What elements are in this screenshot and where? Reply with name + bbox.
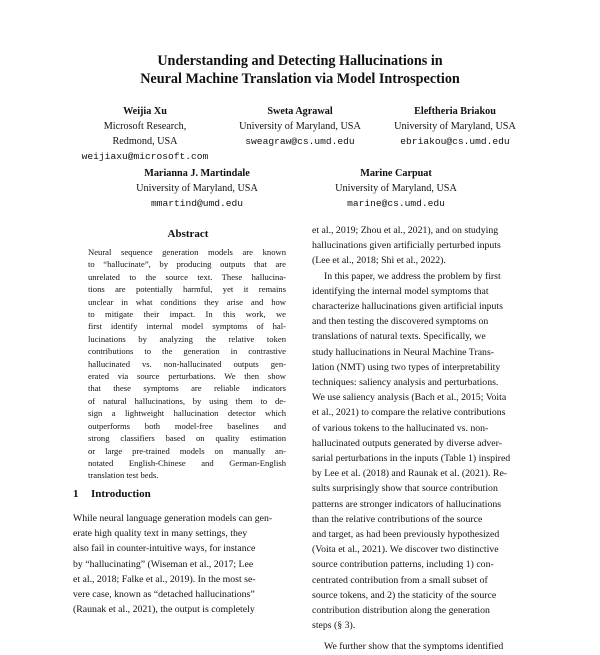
body-line: lation (NMT) using two types of interpretability — [312, 361, 501, 373]
section-title: Introduction — [91, 488, 151, 500]
author-block — [301, 166, 491, 211]
body-line: hallucinated outputs generated by diverse adver- — [312, 437, 502, 449]
author-name: Marine Carpuat — [360, 168, 432, 179]
body-line: source tokens, and 2) the staticity of the source — [312, 589, 497, 601]
paper-title — [0, 52, 600, 88]
body-line: source contribution patterns, including 1) con- — [312, 559, 494, 571]
abstract-line: erated via source perturbations. We then show — [88, 371, 286, 382]
body-line: et al., 2021) to compare the relative contributions — [312, 407, 506, 419]
body-line: erate high quality text in many settings, they — [73, 528, 248, 540]
section-heading-introduction — [73, 488, 151, 500]
author-email: mmartind@umd.edu — [150, 198, 244, 209]
abstract-line: hallucinated vs. non-hallucinated outputs gen- — [88, 358, 286, 369]
author-block — [360, 104, 550, 149]
body-line: (Lee et al., 2018; Shi et al., 2022). — [312, 255, 446, 267]
abstract-heading: Abstract — [167, 228, 209, 240]
abstract-line: Neural sequence generation models are known — [88, 247, 286, 257]
body-line: (Raunak et al., 2021), the output is completely — [73, 604, 255, 616]
body-line: identifying the internal model symptoms that — [312, 285, 489, 297]
body-line: In this paper, we address the problem by first — [324, 270, 501, 282]
abstract-line: of natural hallucinations, by using them to de- — [88, 395, 286, 406]
body-line: and target, as had been previously hypothesized — [312, 529, 500, 541]
body-line: sults surprisingly show that source contribution — [312, 483, 498, 495]
abstract-line: sign a lightweight hallucination detector which — [88, 408, 286, 419]
author-name: Eleftheria Briakou — [414, 106, 496, 117]
author-name: Marianna J. Martindale — [144, 168, 250, 179]
author-affiliation: University of Maryland, USA — [394, 121, 516, 132]
abstract-line: unclear in what conditions they arise and how — [88, 296, 286, 307]
abstract-line: notated English-Chinese and German-English — [88, 457, 286, 468]
body-line: et al., 2019; Zhou et al., 2021), and on studying — [312, 225, 499, 236]
abstract-line: contributions to the generation in contrastive — [88, 346, 286, 357]
abstract-line: unrelated to the source text. These hallucina- — [88, 271, 286, 282]
body-line: centrated contribution from a small subset of — [312, 574, 488, 586]
body-line: and then testing the discovered symptoms on — [312, 316, 489, 328]
author-name: Weijia Xu — [123, 106, 167, 117]
title-line: Understanding and Detecting Hallucinations in — [157, 53, 443, 69]
abstract-line: lucinations by analyzing the relative token — [88, 333, 286, 344]
abstract-body — [88, 246, 286, 482]
abstract-line: strong classifiers based on quality estimation — [88, 433, 286, 444]
abstract-line: to “hallucinate”, by producing outputs that are — [88, 259, 286, 270]
body-line: patterns are stronger indicators of hallucinations — [312, 498, 502, 510]
body-line: techniques: saliency analysis and perturbations. — [312, 377, 499, 389]
abstract-line: tions are potentially harmful, yet it remains — [88, 284, 286, 295]
body-line: (Voita et al., 2021). We discover two distinctive — [312, 544, 499, 556]
abstract-line: first identify internal model symptoms of hal- — [88, 321, 286, 332]
author-email: sweagraw@cs.umd.edu — [245, 136, 355, 147]
author-affiliation: University of Maryland, USA — [335, 183, 457, 194]
abstract-line: or large pre-trained models on manually an- — [88, 445, 286, 456]
author-location: Redmond, USA — [112, 136, 178, 147]
body-line: We use saliency analysis (Bach et al., 2015; Voita — [312, 392, 507, 404]
body-line: contribution distribution along the generation — [312, 605, 490, 617]
body-line: characterize hallucinations given artificial inputs — [312, 301, 503, 313]
body-line: also fail in counter-intuitive ways, for instance — [73, 543, 256, 555]
body-line: sarial perturbations in the inputs (Table 1) inspired — [312, 453, 511, 465]
body-line: translations of natural texts. Specifically, we — [312, 331, 486, 343]
body-line: While neural language generation models can gen- — [73, 513, 273, 524]
body-line: by “hallucinating” (Wiseman et al., 2017; Lee — [73, 558, 254, 570]
author-block — [102, 166, 292, 211]
author-email: ebriakou@cs.umd.edu — [400, 136, 510, 147]
body-line: hallucinations given artificially perturbed inputs — [312, 240, 501, 252]
body-line: et al., 2018; Falke et al., 2019). In the most se- — [73, 573, 256, 585]
abstract-line: to mitigate their impact. In this work, we — [88, 309, 286, 320]
abstract-line: that these symptoms are reliable indicators — [88, 383, 286, 394]
body-line: than the relative contributions of the source — [312, 513, 483, 525]
body-line: steps (§ 3). — [312, 620, 356, 632]
body-line: vere case, known as “detached hallucinations” — [73, 589, 255, 601]
author-email: marine@cs.umd.edu — [347, 198, 445, 209]
abstract-line: outperforms both model-free baselines and — [88, 420, 286, 431]
body-line: study hallucinations in Neural Machine Trans- — [312, 346, 495, 358]
body-line: by Lee et al. (2018) and Raunak et al. (2021). Re- — [312, 468, 508, 480]
title-line: Neural Machine Translation via Model Introspection — [140, 71, 460, 87]
abstract-line: translation test beds. — [88, 470, 159, 481]
section-number: 1 — [73, 488, 79, 500]
author-affiliation: University of Maryland, USA — [239, 121, 361, 132]
author-email: weijiaxu@microsoft.com — [81, 151, 209, 162]
author-affiliation: University of Maryland, USA — [136, 183, 258, 194]
intro-right-column — [312, 223, 530, 655]
intro-left-column — [73, 511, 303, 617]
author-name: Sweta Agrawal — [267, 106, 333, 117]
body-line: of various tokens to the hallucinated vs. non- — [312, 422, 489, 434]
body-line: We further show that the symptoms identified — [324, 641, 504, 653]
author-affiliation: Microsoft Research, — [103, 121, 187, 132]
